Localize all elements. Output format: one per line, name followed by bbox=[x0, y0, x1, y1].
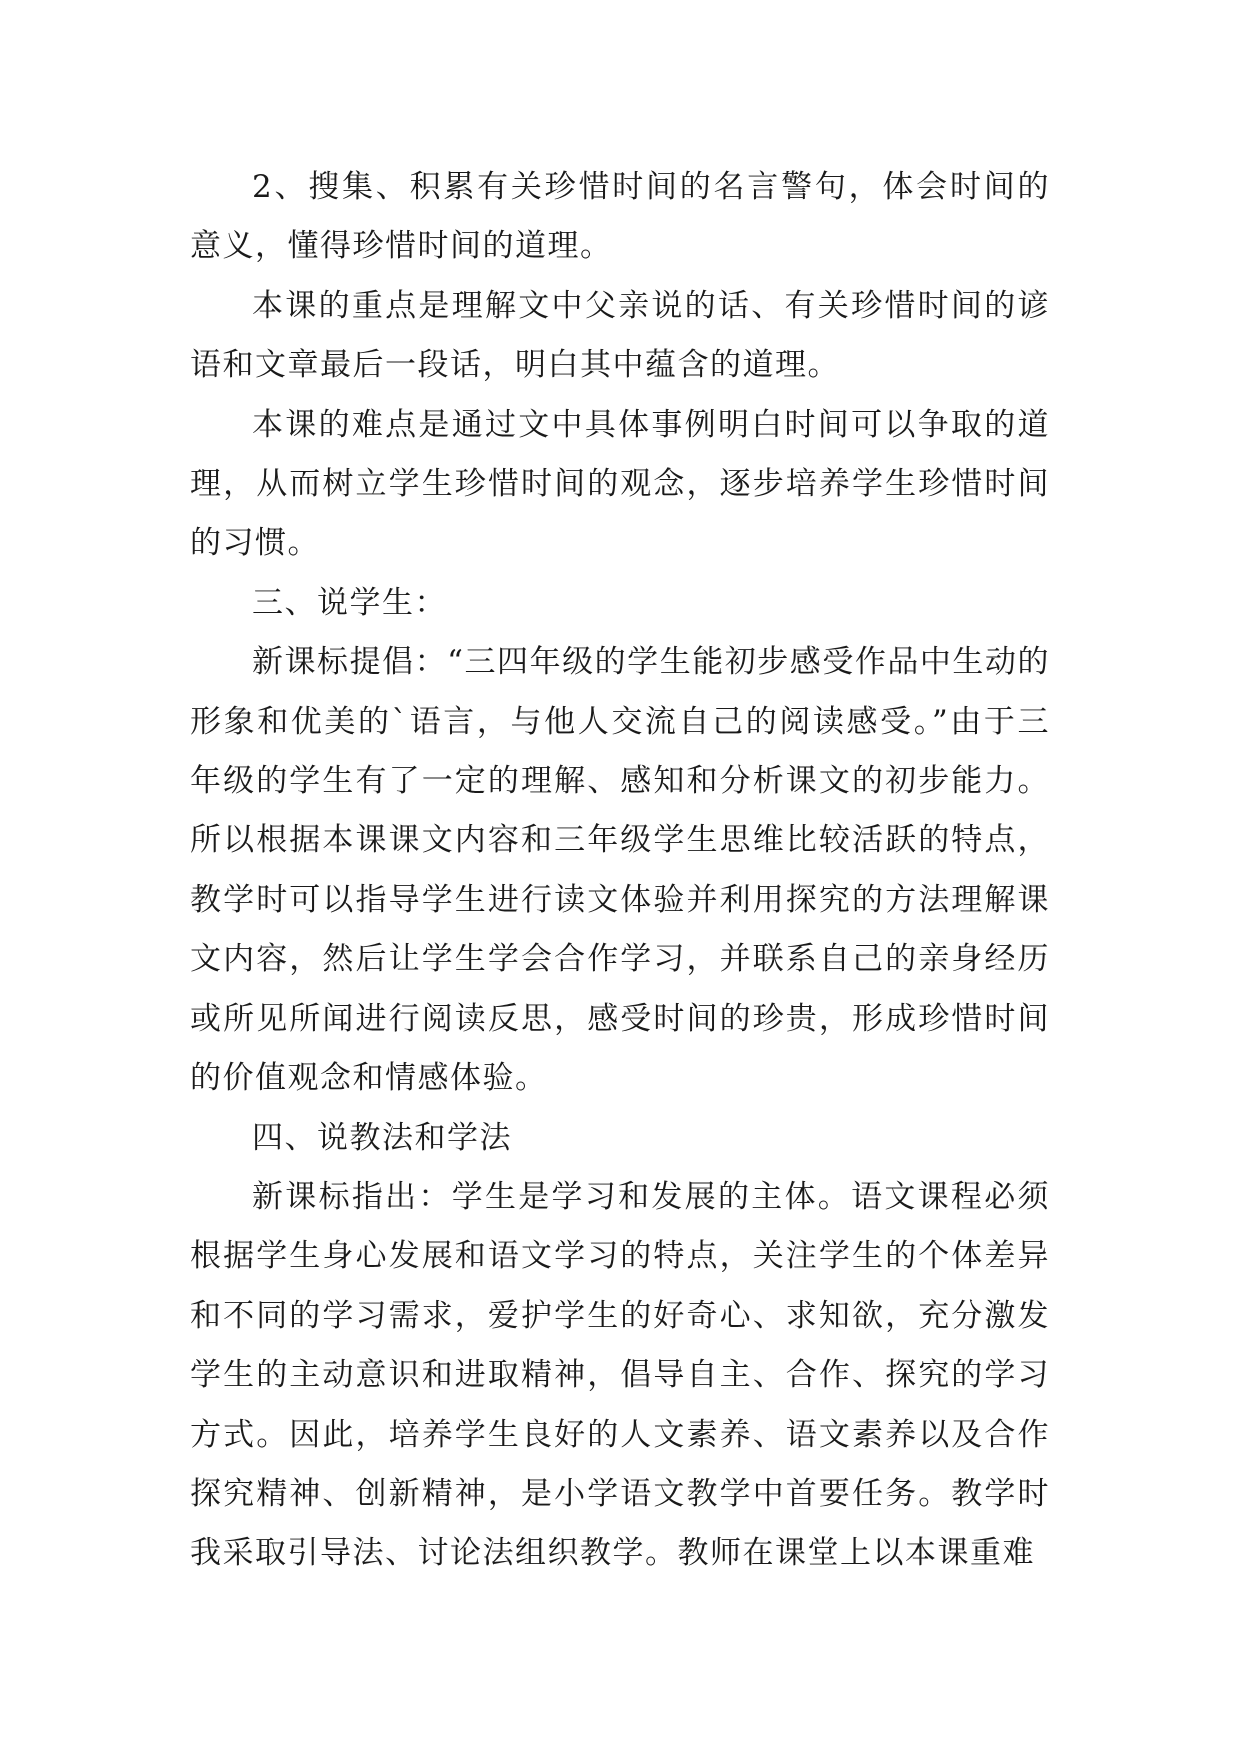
paragraph-students: 新课标提倡：“三四年级的学生能初步感受作品中生动的形象和优美的`语言，与他人交流自己的阅读感受。”由于三年级的学生有了一定的理解、感知和分析课文的初步能力。所以根据本课课文内容和三年级学生思维比较活跃的特点，教学时可以指导学生进行读文体验并利用探究的方法理解课文内容，然后让学生学会合作学习，并联系自己的亲身经历或所见所闻进行阅读反思，感受时间的珍贵，形成珍惜时间的价值观念和情感体验。 bbox=[190, 644, 1050, 1097]
section-heading-methods: 四、说教法和学法 bbox=[252, 1119, 512, 1156]
paragraph-key-point: 本课的重点是理解文中父亲说的话、有关珍惜时间的谚语和文章最后一段话，明白其中蕴含的道理。 bbox=[190, 287, 1050, 384]
section-heading-students: 三、说学生： bbox=[252, 584, 447, 621]
paragraph-methods: 新课标指出：学生是学习和发展的主体。语文课程必须根据学生身心发展和语文学习的特点，关注学生的个体差异和不同的学习需求，爱护学生的好奇心、求知欲，充分激发学生的主动意识和进取精神，倡导自主、合作、探究的学习方式。因此，培养学生良好的人文素养、语文素养以及合作探究精神、创新精神，是小学语文教学中首要任务。教学时我采取引导法、讨论法组织教学。教师在课堂上以本课重难 bbox=[190, 1178, 1050, 1572]
paragraph-goal-2: 2、搜集、积累有关珍惜时间的名言警句，体会时间的意义，懂得珍惜时间的道理。 bbox=[190, 169, 1050, 265]
paragraph-difficulty: 本课的难点是通过文中具体事例明白时间可以争取的道理，从而树立学生珍惜时间的观念，逐步培养学生珍惜时间的习惯。 bbox=[190, 406, 1050, 562]
document-body bbox=[190, 158, 1050, 1584]
